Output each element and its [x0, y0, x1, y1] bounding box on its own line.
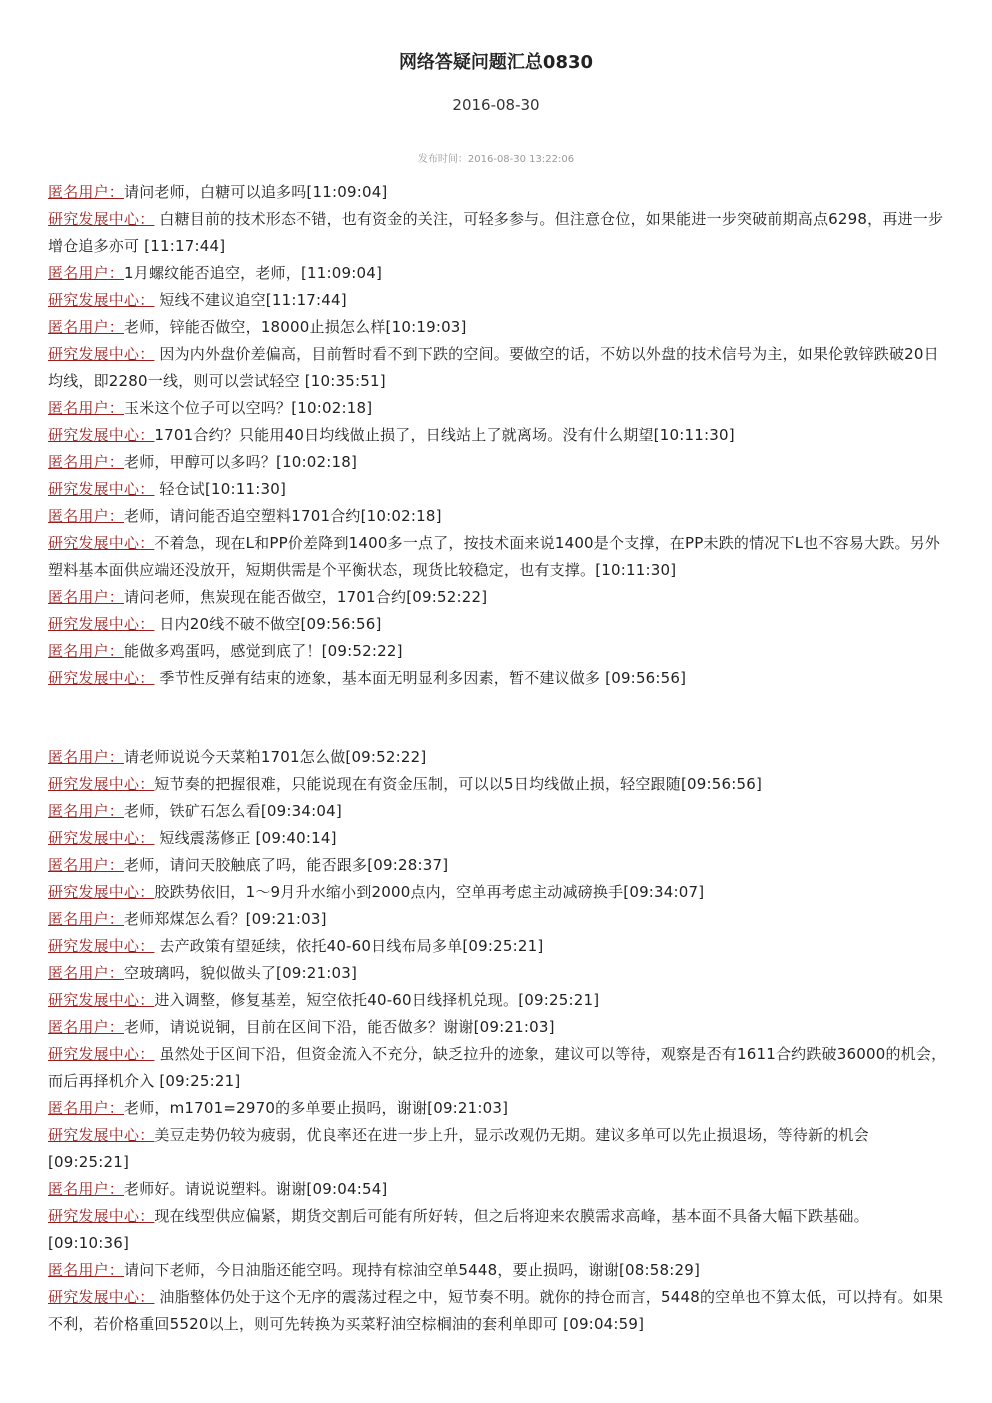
qa-entry: [48, 825, 948, 852]
entry-text: 日内20线不破不做空[09:56:56]: [154, 615, 382, 633]
entry-text: 老师，请问天胶触底了吗，能否跟多[09:28:37]: [124, 856, 449, 874]
qa-entry: [48, 1041, 948, 1095]
qa-entry: [48, 1203, 948, 1257]
asker-label: 匿名用户：: [48, 264, 125, 282]
qa-entry: [48, 665, 948, 692]
entry-text: 短线不建议追空[11:17:44]: [154, 291, 347, 309]
asker-label: 匿名用户：: [48, 453, 125, 471]
answerer-label: 研究发展中心：: [48, 775, 155, 793]
answerer-label: 研究发展中心：: [48, 1288, 155, 1306]
answerer-label: 研究发展中心：: [48, 1207, 155, 1225]
qa-entry: [48, 638, 948, 665]
entry-text: 老师，甲醇可以多吗？[10:02:18]: [124, 453, 358, 471]
qa-entry: [48, 530, 948, 584]
asker-label: 匿名用户：: [48, 856, 125, 874]
qa-entry: [48, 476, 948, 503]
asker-label: 匿名用户：: [48, 1261, 125, 1279]
entry-text: 胶跌势依旧，1～9月升水缩小到2000点内，空单再考虑主动减磅换手[09:34:07]: [154, 883, 705, 901]
entry-text: 老师，m1701=2970的多单要止损吗，谢谢[09:21:03]: [124, 1099, 509, 1117]
entry-text: 短线震荡修正 [09:40:14]: [154, 829, 337, 847]
qa-entry: [48, 798, 948, 825]
qa-entry: [48, 449, 948, 476]
qa-entry: [48, 1176, 948, 1203]
qa-entry: [48, 422, 948, 449]
entry-text: 老师，锌能否做空，18000止损怎么样[10:19:03]: [124, 318, 467, 336]
qa-entry: [48, 179, 948, 206]
asker-label: 匿名用户：: [48, 183, 125, 201]
entry-text: 1月螺纹能否追空，老师，[11:09:04]: [124, 264, 383, 282]
entry-text: 不着急，现在L和PP价差降到1400多一点了，按技术面来说1400是个支撑，在PP未跌的情况下L也不容易大跌。另外塑料基本面供应端还没放开，短期供需是个平衡状态，现货比较稳定，也有支撑。[10:11:30]: [48, 534, 941, 579]
answerer-label: 研究发展中心：: [48, 426, 155, 444]
qa-section-2: [48, 744, 948, 1338]
entry-text: 白糖目前的技术形态不错，也有资金的关注，可轻多参与。但注意仓位，如果能进一步突破前期高点6298，再进一步增仓追多亦可 [11:17:44]: [48, 210, 944, 255]
asker-label: 匿名用户：: [48, 1099, 125, 1117]
qa-entry: [48, 1122, 948, 1176]
qa-entry: [48, 341, 948, 395]
entry-text: 老师好。请说说塑料。谢谢[09:04:54]: [124, 1180, 388, 1198]
qa-entry: [48, 287, 948, 314]
entry-text: 请问老师，白糖可以追多吗[11:09:04]: [124, 183, 388, 201]
qa-entry: [48, 314, 948, 341]
page-date: 2016-08-30: [452, 96, 540, 114]
entry-text: 现在线型供应偏紧，期货交割后可能有所好转，但之后将迎来农膜需求高峰，基本面不具备大幅下跌基础。[09:10:36]: [48, 1207, 869, 1252]
qa-entry: [48, 611, 948, 638]
answerer-label: 研究发展中心：: [48, 883, 155, 901]
entry-text: 短节奏的把握很难，只能说现在有资金压制，可以以5日均线做止损，轻空跟随[09:56:56]: [154, 775, 763, 793]
entry-text: 请问下老师，今日油脂还能空吗。现持有棕油空单5448，要止损吗，谢谢[08:58:29]: [124, 1261, 701, 1279]
entry-text: 老师，请说说铜，目前在区间下沿，能否做多？谢谢[09:21:03]: [124, 1018, 555, 1036]
answerer-label: 研究发展中心：: [48, 991, 155, 1009]
asker-label: 匿名用户：: [48, 588, 125, 606]
asker-label: 匿名用户：: [48, 910, 125, 928]
qa-section-1: [48, 179, 948, 692]
asker-label: 匿名用户：: [48, 964, 125, 982]
entry-text: 玉米这个位子可以空吗？[10:02:18]: [124, 399, 373, 417]
entry-text: 能做多鸡蛋吗，感觉到底了！[09:52:22]: [124, 642, 403, 660]
asker-label: 匿名用户：: [48, 1180, 125, 1198]
qa-entry: [48, 1095, 948, 1122]
qa-entry: [48, 206, 948, 260]
answerer-label: 研究发展中心：: [48, 829, 155, 847]
entry-text: 季节性反弹有结束的迹象，基本面无明显利多因素，暂不建议做多 [09:56:56]: [154, 669, 687, 687]
entry-text: 老师郑煤怎么看？[09:21:03]: [124, 910, 327, 928]
answerer-label: 研究发展中心：: [48, 1045, 155, 1063]
asker-label: 匿名用户：: [48, 642, 125, 660]
entry-text: 1701合约？只能用40日均线做止损了，日线站上了就离场。没有什么期望[10:11:30]: [154, 426, 735, 444]
answerer-label: 研究发展中心：: [48, 534, 155, 552]
qa-entry: [48, 395, 948, 422]
qa-entry: [48, 744, 948, 771]
entry-text: 虽然处于区间下沿，但资金流入不充分，缺乏拉升的迹象，建议可以等待，观察是否有1611合约跌破36000的机会，而后再择机介入 [09:25:21]: [48, 1045, 947, 1090]
asker-label: 匿名用户：: [48, 318, 125, 336]
page-title: 网络答疑问题汇总0830: [398, 52, 594, 73]
answerer-label: 研究发展中心：: [48, 291, 155, 309]
entry-text: 美豆走势仍较为疲弱，优良率还在进一步上升，显示改观仍无期。建议多单可以先止损退场，等待新的机会[09:25:21]: [48, 1126, 869, 1171]
qa-entry: [48, 1014, 948, 1041]
entry-text: 请问老师，焦炭现在能否做空，1701合约[09:52:22]: [124, 588, 488, 606]
answerer-label: 研究发展中心：: [48, 210, 155, 228]
qa-entry: [48, 987, 948, 1014]
asker-label: 匿名用户：: [48, 748, 125, 766]
qa-entry: [48, 771, 948, 798]
answerer-label: 研究发展中心：: [48, 937, 155, 955]
answerer-label: 研究发展中心：: [48, 1126, 155, 1144]
qa-entry: [48, 1257, 948, 1284]
qa-entry: [48, 260, 948, 287]
entry-text: 空玻璃吗，貌似做头了[09:21:03]: [124, 964, 358, 982]
entry-text: 老师，请问能否追空塑料1701合约[10:02:18]: [124, 507, 442, 525]
entry-text: 油脂整体仍处于这个无序的震荡过程之中，短节奏不明。就你的持仓而言，5448的空单也不算太低，可以持有。如果不利，若价格重回5520以上，则可先转换为买菜籽油空棕榈油的套利单即可 [09:04:59]: [48, 1288, 944, 1333]
qa-entry: [48, 503, 948, 530]
answerer-label: 研究发展中心：: [48, 669, 155, 687]
entry-text: 老师，铁矿石怎么看[09:34:04]: [124, 802, 342, 820]
answerer-label: 研究发展中心：: [48, 615, 155, 633]
answerer-label: 研究发展中心：: [48, 480, 155, 498]
asker-label: 匿名用户：: [48, 1018, 125, 1036]
entry-text: 去产政策有望延续，依托40-60日线布局多单[09:25:21]: [154, 937, 544, 955]
qa-entry: [48, 906, 948, 933]
qa-entry: [48, 879, 948, 906]
answerer-label: 研究发展中心：: [48, 345, 155, 363]
qa-entry: [48, 1284, 948, 1338]
qa-entry: [48, 933, 948, 960]
asker-label: 匿名用户：: [48, 802, 125, 820]
entry-text: 进入调整，修复基差，短空依托40-60日线择机兑现。[09:25:21]: [154, 991, 600, 1009]
qa-entry: [48, 960, 948, 987]
qa-entry: [48, 584, 948, 611]
publish-time: 发布时间：2016-08-30 13:22:06: [417, 154, 575, 165]
qa-entry: [48, 852, 948, 879]
asker-label: 匿名用户：: [48, 399, 125, 417]
entry-text: 轻仓试[10:11:30]: [154, 480, 287, 498]
entry-text: 因为内外盘价差偏高，目前暂时看不到下跌的空间。要做空的话，不妨以外盘的技术信号为主，如果伦敦锌跌破20日均线，即2280一线，则可以尝试轻空 [10:35:51]: [48, 345, 939, 390]
entry-text: 请老师说说今天菜粕1701怎么做[09:52:22]: [124, 748, 427, 766]
asker-label: 匿名用户：: [48, 507, 125, 525]
